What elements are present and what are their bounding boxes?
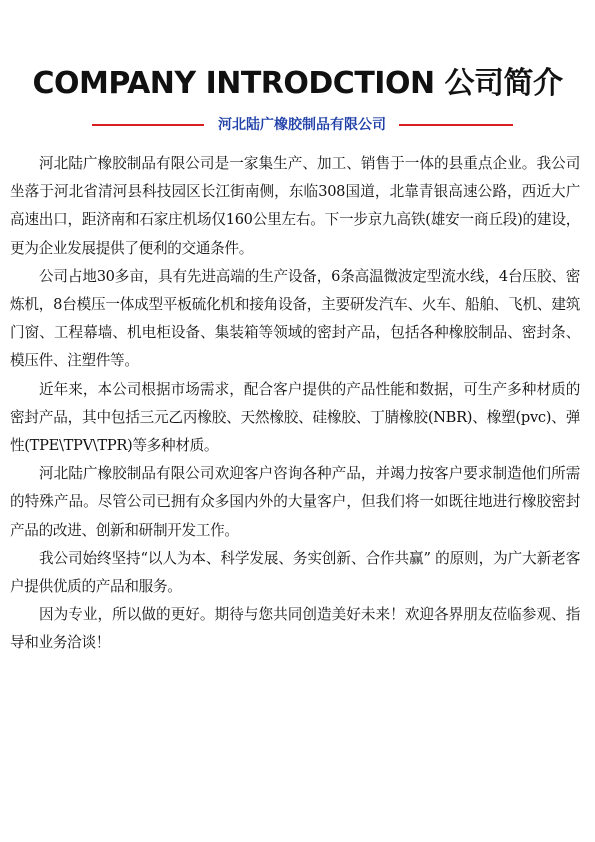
intro-paragraph-1: 河北陆广橡胶制品有限公司是一家集生产、加工、销售于一体的县重点企业。我公司坐落于河北省清河县科技园区长江街南侧，东临308国道，北靠青银高速公路，西近大广高速出口，距济南和石家庄机场仅160公里左右。下一步京九高铁(雄安一商丘段)的建设，更为企业发展提供了便利的交通条件。 (10, 155, 580, 257)
subtitle-row (0, 114, 595, 136)
intro-paragraph-2: 公司占地30多亩，具有先进高端的生产设备，6条高温微波定型流水线，4台压胶、密炼机，8台模压一体成型平板硫化机和接角设备，主要研发汽车、火车、船舶、飞机、建筑门窗、工程幕墙、机电柜设备、集装箱等领域的密封产品，包括各种橡胶制品、密封条、模压件、注塑件等。 (10, 267, 580, 370)
left-red-rule (92, 124, 204, 126)
company-name-subtitle: 河北陆广橡胶制品有限公司 (218, 117, 386, 133)
intro-paragraph-6: 因为专业，所以做的更好。期待与您共同创造美好未来！欢迎各界朋友莅临参观、指导和业务洽谈！ (10, 606, 580, 652)
intro-body (10, 150, 580, 658)
intro-paragraph-5: 我公司始终坚持“以人为本、科学发展、务实创新、合作共赢” 的原则，为广大新老客户提供优质的产品和服务。 (10, 549, 580, 596)
right-red-rule (399, 124, 513, 126)
page-title: COMPANY INTRODCTION 公司简介 (32, 66, 563, 101)
intro-paragraph-3: 近年来，本公司根据市场需求，配合客户提供的产品性能和数据，可生产多种材质的密封产品，其中包括三元乙丙橡胶、天然橡胶、硅橡胶、丁腈橡胶(NBR)、橡塑(pvc)、弹性(TPE\TPV\TPR)等多种材质。 (10, 380, 580, 455)
intro-paragraph-4: 河北陆广橡胶制品有限公司欢迎客户咨询各种产品，并竭力按客户要求制造他们所需的特殊产品。尽管公司已拥有众多国内外的大量客户，但我们将一如既往地进行橡胶密封产品的改进、创新和研制开发工作。 (10, 465, 580, 539)
